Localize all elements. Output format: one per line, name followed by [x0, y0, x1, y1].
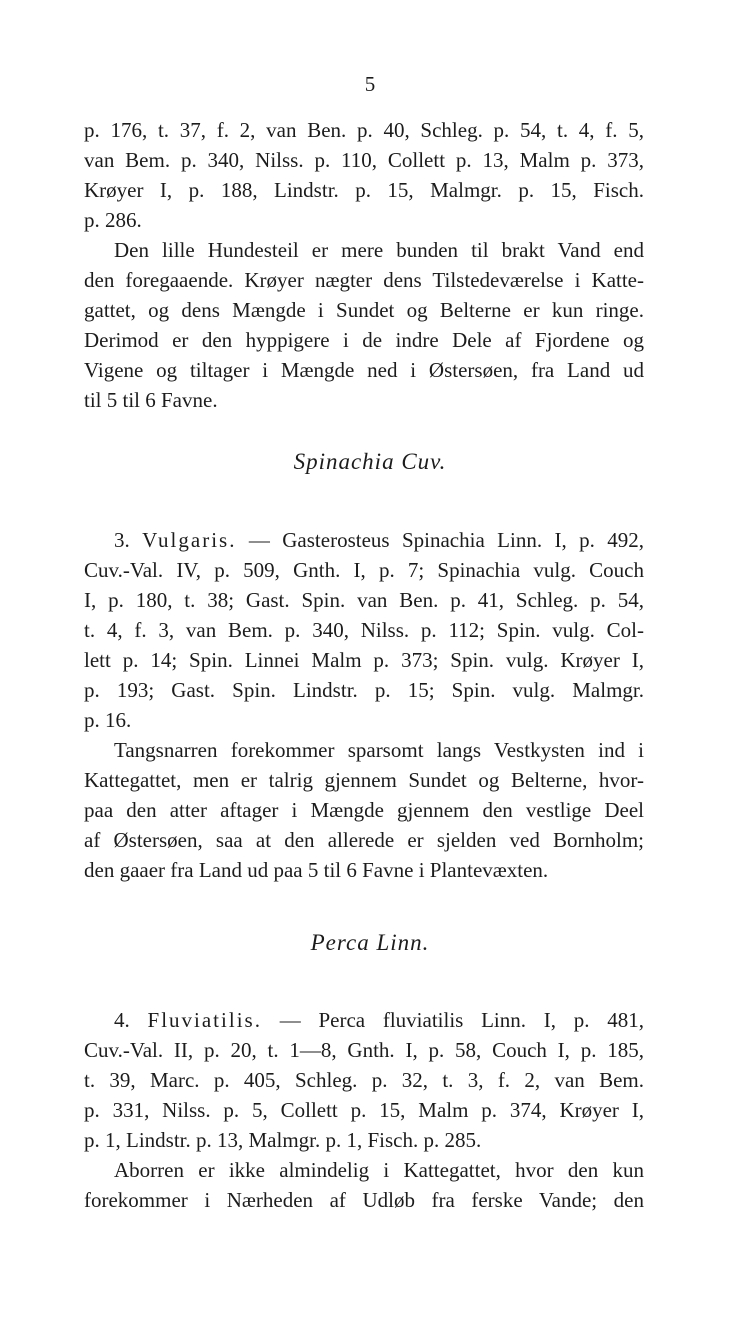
text-line: p. 331, Nilss. p. 5, Collett p. 15, Malm p. 374, Krøyer I,	[84, 1098, 644, 1122]
text-line: Vigene og tiltager i Mængde ned i Østersøen, fra Land ud	[84, 358, 644, 382]
species-name: Fluviatilis.	[147, 1008, 262, 1032]
text-line: p. 16.	[84, 708, 132, 732]
text-line: den gaaer fra Land ud paa 5 til 6 Favne i Plantevæxten.	[84, 858, 549, 882]
text-line: til 5 til 6 Favne.	[84, 388, 218, 412]
paragraph-spinachia	[84, 525, 644, 885]
text-line: Kattegattet, men er talrig gjennem Sundet og Belterne, hvor-	[84, 768, 644, 792]
text-line	[84, 525, 644, 555]
synonymy-text: — Perca fluviatilis Linn. I, p. 481,	[279, 1008, 645, 1032]
text-line: Den lille Hundesteil er mere bunden til brakt Vand end	[114, 238, 644, 262]
text-line: Aborren er ikke almindelig i Kattegattet, hvor den kun	[114, 1158, 644, 1182]
species-number: 3.	[114, 528, 130, 552]
text-line: t. 39, Marc. p. 405, Schleg. p. 32, t. 3, f. 2, van Bem.	[84, 1068, 644, 1092]
species-number: 4.	[114, 1008, 130, 1032]
text-line: p. 1, Lindstr. p. 13, Malmgr. p. 1, Fisch. p. 285.	[84, 1128, 482, 1152]
text-line: t. 4, f. 3, van Bem. p. 340, Nilss. p. 112; Spin. vulg. Col-	[84, 618, 644, 642]
text-line: Derimod er den hyppigere i de indre Dele af Fjordene og	[84, 328, 644, 352]
text-line: Tangsnarren forekommer sparsomt langs Vestkysten ind i	[114, 738, 644, 762]
text-line: af Østersøen, saa at den allerede er sjelden ved Bornholm;	[84, 828, 644, 852]
text-line: I, p. 180, t. 38; Gast. Spin. van Ben. p. 41, Schleg. p. 54,	[84, 588, 644, 612]
text-line: paa den atter aftager i Mængde gjennem den vestlige Deel	[84, 798, 644, 822]
text-line: Krøyer I, p. 188, Lindstr. p. 15, Malmgr. p. 15, Fisch.	[84, 178, 644, 202]
text-line: p. 286.	[84, 208, 142, 232]
text-line: Cuv.-Val. II, p. 20, t. 1—8, Gnth. I, p. 58, Couch I, p. 185,	[84, 1038, 644, 1062]
text-line: p. 176, t. 37, f. 2, van Ben. p. 40, Schleg. p. 54, t. 4, f. 5,	[84, 118, 644, 142]
text-line	[84, 1005, 644, 1035]
text-line: den foregaaende. Krøyer nægter dens Tilstedeværelse i Katte-	[84, 268, 644, 292]
synonymy-text: — Gasterosteus Spinachia Linn. I, p. 492,	[248, 528, 645, 552]
text-line: forekommer i Nærheden af Udløb fra ferske Vande; den	[84, 1188, 644, 1212]
paragraph-perca	[84, 1005, 644, 1215]
text-line: p. 193; Gast. Spin. Lindstr. p. 15; Spin. vulg. Malmgr.	[84, 678, 644, 702]
text-line: van Bem. p. 340, Nilss. p. 110, Collett p. 13, Malm p. 373,	[84, 148, 644, 172]
species-name: Vulgaris.	[142, 528, 237, 552]
page-number: 5	[364, 72, 376, 96]
text-line: Cuv.-Val. IV, p. 509, Gnth. I, p. 7; Spinachia vulg. Couch	[84, 558, 644, 582]
paragraph-hundesteil	[84, 115, 644, 415]
text-line: gattet, og dens Mængde i Sundet og Belterne er kun ringe.	[84, 298, 644, 322]
text-line: lett p. 14; Spin. Linnei Malm p. 373; Spin. vulg. Krøyer I,	[84, 648, 644, 672]
section-heading-perca: Perca Linn.	[310, 930, 430, 955]
section-heading-spinachia: Spinachia Cuv.	[293, 449, 447, 474]
